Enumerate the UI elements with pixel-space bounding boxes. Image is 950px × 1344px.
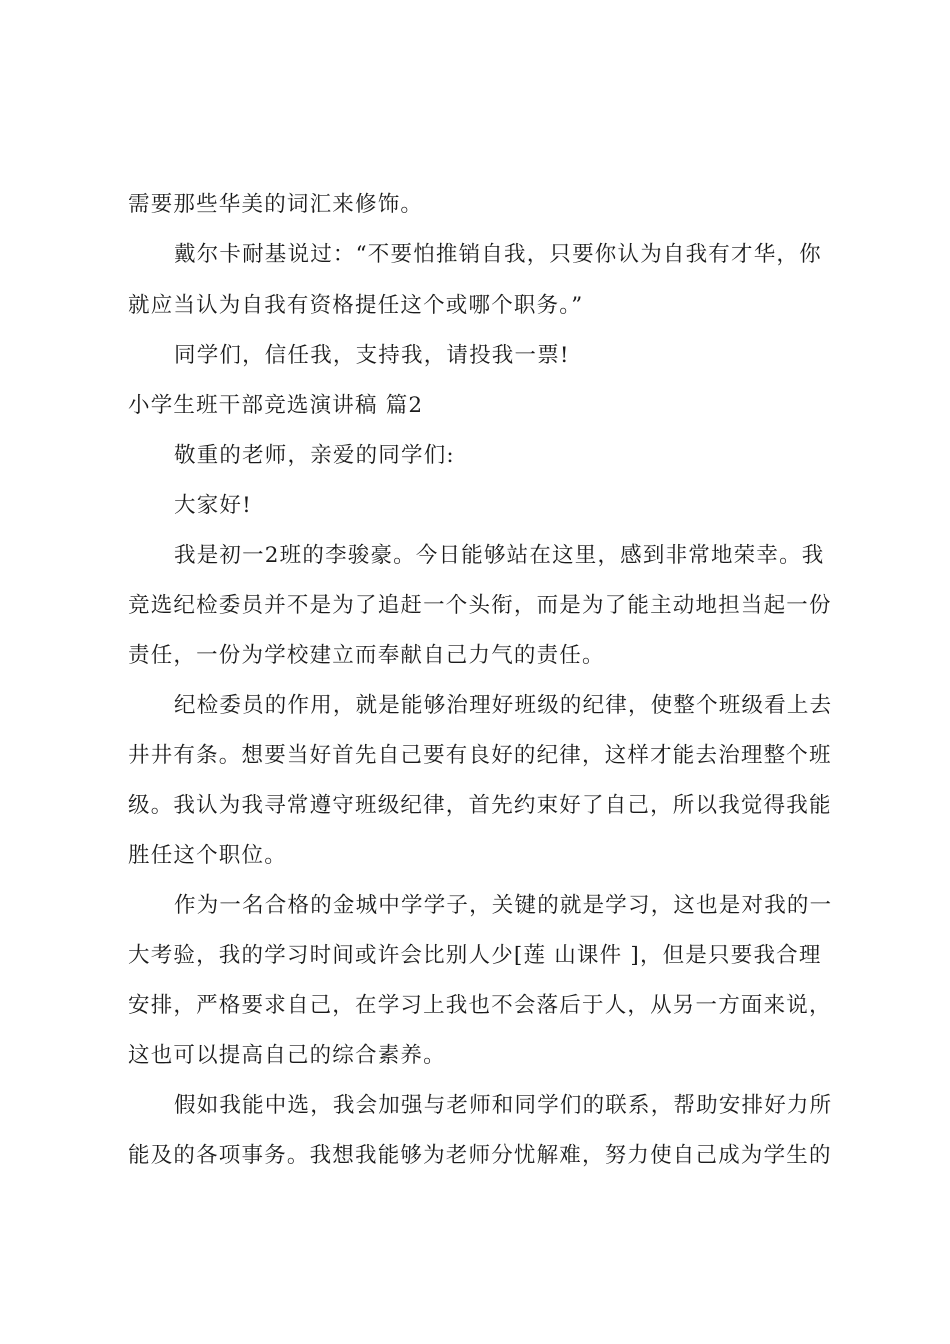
section-heading: 小学生班干部竞选演讲稿 篇2	[128, 393, 424, 418]
salutation-line: 敬重的老师，亲爱的同学们:	[174, 443, 455, 468]
paragraph-line: 能及的各项事务。我想我能够为老师分忧解难，努力使自己成为学生的	[128, 1143, 832, 1168]
paragraph-line: 作为一名合格的金城中学学子，关键的就是学习，这也是对我的一	[174, 893, 833, 918]
paragraph-line: 戴尔卡耐基说过：“不要怕推销自我，只要你认为自我有才华，你	[174, 242, 822, 267]
paragraph-line: 责任，一份为学校建立而奉献自己力气的责任。	[128, 643, 605, 668]
paragraph-line: 我是初一2班的李骏豪。今日能够站在这里，感到非常地荣幸。我	[174, 543, 825, 568]
paragraph-line: 纪检委员的作用，就是能够治理好班级的纪律，使整个班级看上去	[174, 693, 833, 718]
paragraph-line: 假如我能中选，我会加强与老师和同学们的联系，帮助安排好力所	[174, 1093, 833, 1118]
paragraph-line: 级。我认为我寻常遵守班级纪律，首先约束好了自己，所以我觉得我能	[128, 793, 832, 818]
paragraph-line: 同学们，信任我，支持我，请投我一票!	[174, 343, 570, 368]
paragraph-line: 安排，严格要求自己，在学习上我也不会落后于人，从另一方面来说，	[128, 993, 832, 1018]
paragraph-line: 就应当认为自我有资格提任这个或哪个职务。”	[128, 293, 584, 318]
greeting-line: 大家好!	[174, 493, 252, 518]
paragraph-line: 胜任这个职位。	[128, 843, 287, 868]
paragraph-line: 这也可以提高自己的综合素养。	[128, 1043, 446, 1068]
paragraph-line: 竞选纪检委员并不是为了追赶一个头衔，而是为了能主动地担当起一份	[128, 593, 832, 618]
paragraph-line: 井井有条。想要当好首先自己要有良好的纪律，这样才能去治理整个班	[128, 743, 832, 768]
paragraph-line: 大考验，我的学习时间或许会比别人少[莲 山课件 ]，但是只要我合理	[128, 943, 822, 968]
paragraph-line: 需要那些华美的词汇来修饰。	[128, 192, 424, 217]
